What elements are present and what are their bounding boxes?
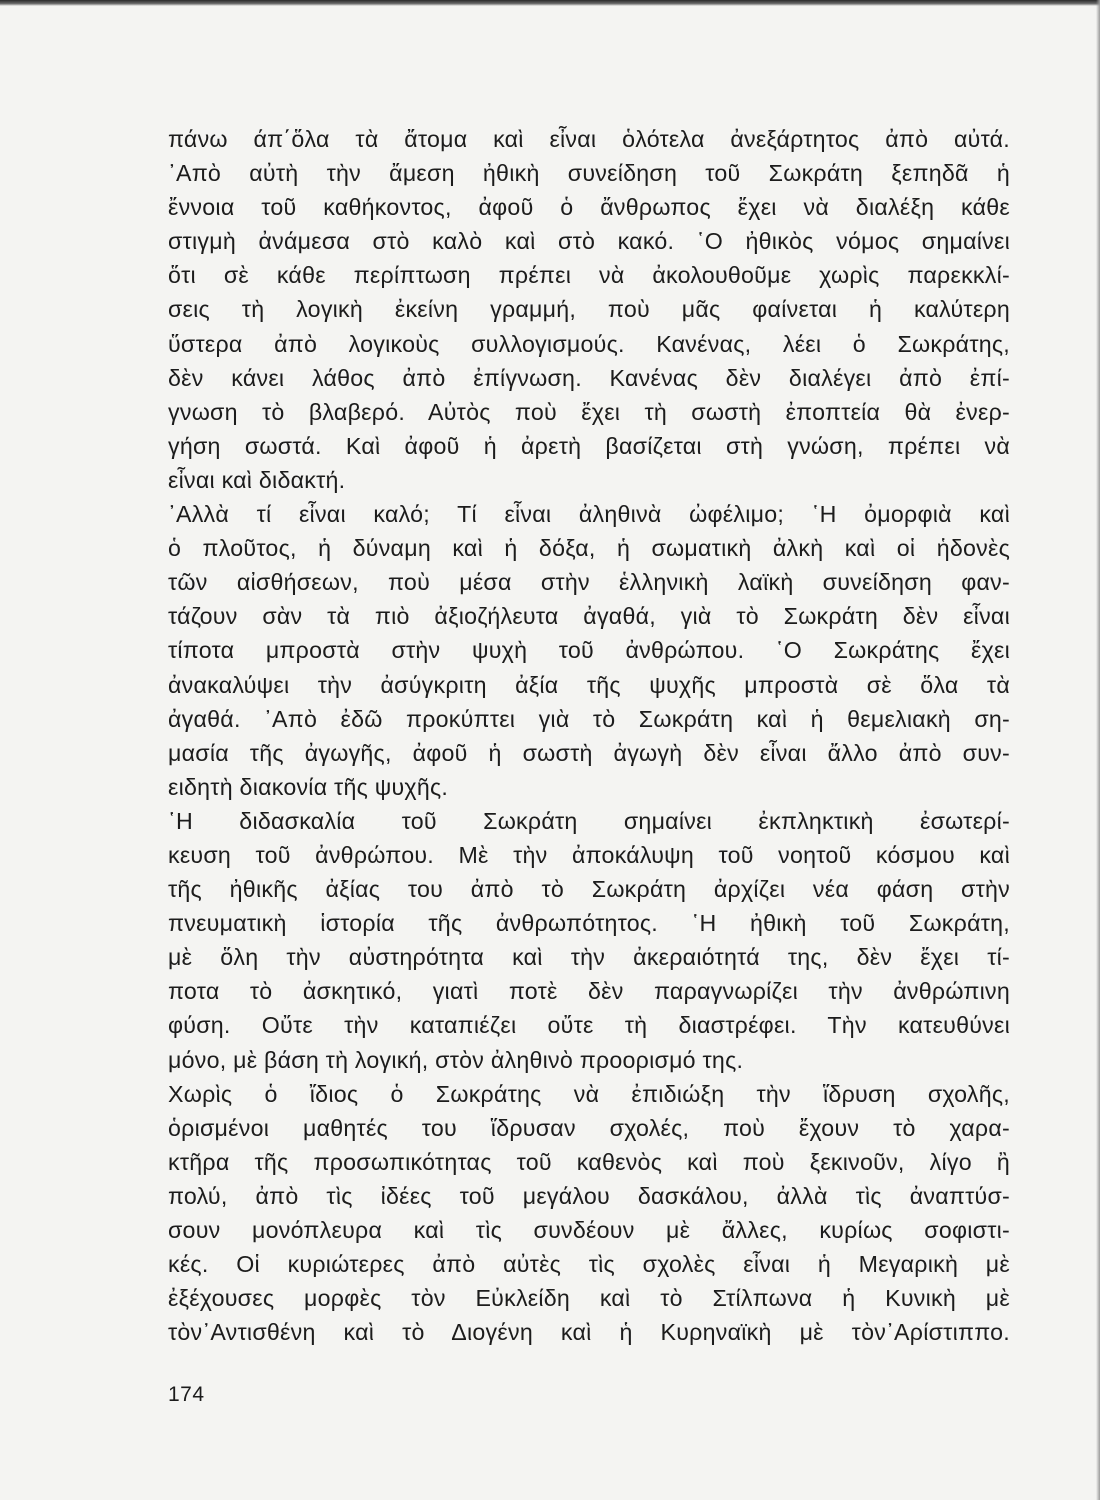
text-line: γνωση τὸ βλαβερό. Αὐτὸς ποὺ ἔχει τὴ σωστὴ ἐποπτεία θὰ ἐνερ- [168,398,1010,425]
paragraph-internalization [168,804,1010,1077]
text-line: ειδητὴ διακονία τῆς ψυχῆς. [168,773,449,800]
page-body-text [168,122,1010,1349]
text-line: εἶναι καὶ διδακτή. [168,466,346,493]
text-line: φύση. Οὔτε τὴν καταπιέζει οὔτε τὴ διαστρέφει. Τὴν κατευθύνει [168,1012,1010,1039]
paragraph-continuation [168,122,1010,156]
text-line: κές. Οἱ κυριώτερες ἀπὸ αὐτὲς τὶς σχολὲς εἶναι ἡ Μεγαρικὴ μὲ [168,1251,1010,1278]
paragraph-true-good [168,497,1010,804]
text-line: μὲ ὅλη τὴν αὐστηρότητα καὶ τὴν ἀκεραιότητά της, δὲν ἔχει τί- [168,944,1010,971]
scan-right-edge [1096,0,1100,1500]
text-line: μόνο, μὲ βάση τὴ λογική, στὸν ἀληθινὸ προορισμό της. [168,1046,744,1073]
text-line: ὁρισμένοι μαθητές του ἵδρυσαν σχολές, ποὺ ἔχουν τὸ χαρα- [168,1114,1010,1141]
text-line: ποτα τὸ ἀσκητικό, γιατὶ ποτὲ δὲν παραγνωρίζει τὴν ἀνθρώπινη [168,978,1010,1005]
text-line: τίποτα μπροστὰ στὴν ψυχὴ τοῦ ἀνθρώπου. ῾Ο Σωκράτης ἔχει [168,637,1010,664]
text-line: ἐξέχουσες μορφὲς τὸν Εὐκλείδη καὶ τὸ Στίλπωνα ἡ Κυνικὴ μὲ [168,1285,1010,1312]
text-line: στιγμὴ ἀνάμεσα στὸ καλὸ καὶ στὸ κακό. ῾Ο ἠθικὸς νόμος σημαίνει [168,228,1010,255]
text-line: ὅτι σὲ κάθε περίπτωση πρέπει νὰ ἀκολουθοῦμε χωρὶς παρεκκλί- [168,262,1010,289]
text-line: τὸν᾿Αντισθένη καὶ τὸ Διογένη καὶ ἡ Κυρηναϊκὴ μὲ τὸν᾿Αρίστιππο. [168,1319,1010,1346]
scan-top-edge [0,0,1100,6]
text-line: ὁ πλοῦτος, ἡ δύναμη καὶ ἡ δόξα, ἡ σωματικὴ ἀλκὴ καὶ οἱ ἡδονὲς [168,535,1010,562]
text-line: σουν μονόπλευρα καὶ τὶς συνδέουν μὲ ἄλλες, κυρίως σοφιστι- [168,1217,1010,1243]
text-line: μασία τῆς ἀγωγῆς, ἀφοῦ ἡ σωστὴ ἀγωγὴ δὲν εἶναι ἄλλο ἀπὸ συν- [168,739,1010,766]
text-line: τῆς ἠθικῆς ἀξίας του ἀπὸ τὸ Σωκράτη ἀρχίζει νέα φάση στὴν [168,876,1010,903]
text-line: ῾Η διδασκαλία τοῦ Σωκράτη σημαίνει ἐκπληκτικὴ ἐσωτερί- [168,807,1010,834]
text-line: ἀγαθά. ᾿Απὸ ἐδῶ προκύπτει γιὰ τὸ Σωκράτη καὶ ἡ θεμελιακὴ ση- [168,705,1010,732]
text-line: τάζουν σὰν τὰ πιὸ ἀξιοζήλευτα ἀγαθά, γιὰ τὸ Σωκράτη δὲν εἶναι [168,603,1010,630]
text-line: ὕστερα ἀπὸ λογικοὺς συλλογισμούς. Κανένας, λέει ὁ Σωκράτης, [168,330,1010,357]
paragraph-moral-duty [168,156,1010,497]
text-line: πνευματικὴ ἱστορία τῆς ἀνθρωπότητος. ῾Η ἠθικὴ τοῦ Σωκράτη, [168,910,1010,937]
text-line: κτῆρα τῆς προσωπικότητας τοῦ καθενὸς καὶ ποὺ ξεκινοῦν, λίγο ἢ [168,1148,1010,1175]
text-line: κευση τοῦ ἀνθρώπου. Μὲ τὴν ἀποκάλυψη τοῦ νοητοῦ κόσμου καὶ [168,841,1010,868]
text-line: τῶν αἰσθήσεων, ποὺ μέσα στὴν ἑλληνικὴ λαϊκὴ συνείδηση φαν- [168,569,1010,596]
text-line: ἔννοια τοῦ καθήκοντος, ἀφοῦ ὁ ἄνθρωπος ἔχει νὰ διαλέξη κάθε [168,194,1010,221]
text-line: πολύ, ἀπὸ τὶς ἰδέες τοῦ μεγάλου δασκάλου, ἀλλὰ τὶς ἀναπτύσ- [168,1182,1010,1209]
text-line: σεις τὴ λογικὴ ἐκείνη γραμμή, ποὺ μᾶς φαίνεται ἡ καλύτερη [168,296,1010,323]
text-line: γήση σωστά. Καὶ ἀφοῦ ἡ ἀρετὴ βασίζεται στὴ γνώση, πρέπει νὰ [168,432,1010,459]
text-line: πάνω άπ΄ὅλα τὰ ἄτομα καὶ εἶναι ὁλότελα ἀνεξάρτητος ἀπὸ αὐτά. [168,126,1010,152]
text-line: ᾿Απὸ αὐτὴ τὴν ἄμεση ἠθικὴ συνείδηση τοῦ Σωκράτη ξεπηδᾶ ἡ [168,160,1010,187]
page-number: 174 [168,1383,205,1406]
text-line: ᾿Αλλὰ τί εἶναι καλό; Τί εἶναι ἀληθινὰ ὠφέλιμο; ῾Η ὀμορφιὰ καὶ [168,501,1010,528]
text-line: ἀνακαλύψει τὴν ἀσύγκριτη ἀξία τῆς ψυχῆς μπροστὰ σὲ ὅλα τὰ [168,671,1010,698]
text-line: Χωρὶς ὁ ἴδιος ὁ Σωκράτης νὰ ἐπιδιώξη τὴν ἵδρυση σχολῆς, [168,1080,1010,1107]
paragraph-schools [168,1077,1010,1350]
text-line: δὲν κάνει λάθος ἀπὸ ἐπίγνωση. Κανένας δὲν διαλέγει ἀπὸ ἐπί- [168,364,1010,391]
